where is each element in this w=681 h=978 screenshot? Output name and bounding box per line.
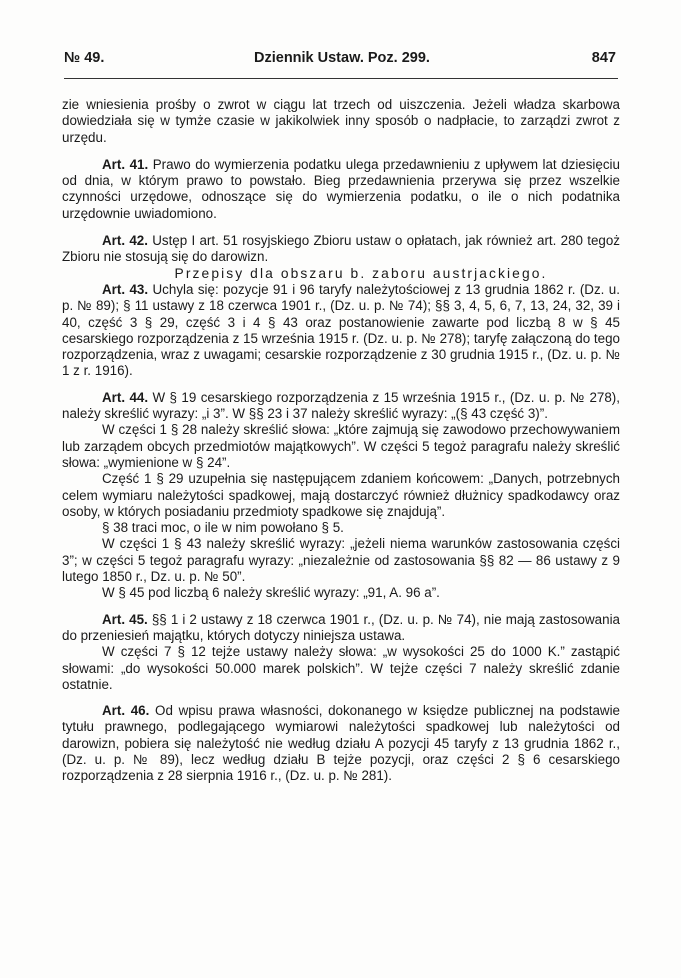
article-45 (62, 612, 620, 645)
article-label: Art. 46. (102, 703, 150, 719)
header-rule (64, 78, 618, 79)
article-46 (62, 703, 620, 784)
article-label: Art. 43. (102, 281, 149, 297)
article-44 (62, 390, 620, 423)
paragraph: § 38 traci moc, o ile w nim powołano § 5. (102, 520, 344, 536)
paragraph: W § 45 pod liczbą 6 należy skreślić wyrazy: „91, A. 96 a”. (102, 585, 440, 601)
article-text: §§ 1 i 2 ustawy z 18 czerwca 1901 r., (Dz. u. p. № 74), nie mają zastosowania do przeniesień majątku, których dotyczy niniejsza ustawa. (62, 611, 620, 643)
page-number: 847 (591, 50, 616, 66)
paragraph: W części 1 § 28 należy skreślić słowa: „które zajmują się zawodowo przechowywaniem lub zarządem obcych przedmiotów majątkowych”. W części 5 tegoż paragrafu należy skreślić słowa: „wymienione w § 24”. (62, 422, 620, 470)
article-label: Art. 42. (102, 233, 148, 249)
paragraph: W części 1 § 43 należy skreślić wyrazy: „jeżeli niema warunków zastosowania części 3”; w części 5 tegoż paragrafu wyrazy: „niezależnie od zastosowania §§ 82 — 86 ustawy z 9 lutego 1850 r., Dz. u. p. № 50”. (62, 536, 620, 585)
article-43 (62, 282, 620, 380)
paragraph: W części 7 § 12 tejże ustawy należy słowa: „w wysokości 25 do 1000 K.” zastąpić słowami: „do wysokości 50.000 marek polskich”. W tejże części 7 należy skreślić zdanie ostatnie. (62, 644, 620, 692)
issue-number: № 49. (64, 50, 105, 66)
article-label: Art. 44. (102, 389, 149, 405)
paragraph-continuation: zie wniesienia prośby o zwrot w ciągu lat trzech od uiszczenia. Jeżeli władza skarbowa dowiedziała się w tymże czasie w jakikolwiek inny sposób o nadpłacie, to zarządzi zwrot z urzędu. (62, 97, 620, 145)
section-heading: Przepisy dla obszaru b. zaboru austrjackiego. (174, 265, 548, 281)
article-label: Art. 41. (102, 156, 149, 172)
article-41 (62, 157, 620, 222)
page-header (64, 50, 616, 72)
article-42 (62, 233, 620, 266)
article-text: Uchyla się: pozycje 91 i 96 taryfy należytościowej z 13 grudnia 1862 r. (Dz. u. p. № 89); § 11 ustawy z 18 czerwca 1901 r., (Dz. u. p. № 74); §§ 3, 4, 5, 6, 7, 13, 24, 32, 39 i 40, część 3 § 29, część 3 i 4 § 43 oraz postanowienie zawarte pod liczbą 8 w § 45 cesarskiego rozporządzenia z 15 września 1915 r. (Dz. u. p. № 278); taryfę załączoną do tego rozporządzenia, wraz z uwagami; cesarskie rozporządzenie z 30 grudnia 1915 r., (Dz. u. p. № 1 z r. 1916). (62, 281, 620, 379)
paragraph: Część 1 § 29 uzupełnia się następującem zdaniem końcowem: „Danych, potrzebnych celem wymiaru należytości spadkowej, mają dostarczyć również dłużnicy spadkodawcy oraz osoby, w których posiadaniu przedmioty spadkowe się znajdują”. (62, 471, 620, 519)
article-text: Ustęp I art. 51 rosyjskiego Zbioru ustaw o opłatach, jak również art. 280 tegoż Zbioru nie stosują się do darowizn. (62, 233, 620, 265)
article-text: Od wpisu prawa własności, dokonanego w księdze publicznej na podstawie tytułu prawnego, podlegającego wymiarowi należytości spadkowej lub należytości od darowizn, pobiera się należytość nie według działu A pozycji 45 taryfy z 13 grudnia 1862 r., (Dz. u. p. № 89), lecz według działu B tejże pozycji, oraz części 2 § 6 cesarskiego rozporządzenia z 28 sierpnia 1916 r., (Dz. u. p. № 281). (62, 703, 620, 784)
document-body (62, 97, 620, 785)
article-text: Prawo do wymierzenia podatku ulega przedawnieniu z upływem lat dziesięciu od dnia, w którym prawo to powstało. Bieg przedawnienia przerywa się przez wszelkie czynności urzędowe, odnoszące się do wymierzenia podatku, o ile o nich podatnika urzędownie uwiadomiono. (62, 156, 620, 221)
journal-title: Dziennik Ustaw. Poz. 299. (254, 50, 430, 66)
article-text: W § 19 cesarskiego rozporządzenia z 15 września 1915 r., (Dz. u. p. № 278), należy skreślić wyrazy: „i 3”. W §§ 23 i 37 należy skreślić wyrazy: „(§ 43 część 3)”. (62, 389, 620, 422)
article-label: Art. 45. (102, 611, 148, 627)
